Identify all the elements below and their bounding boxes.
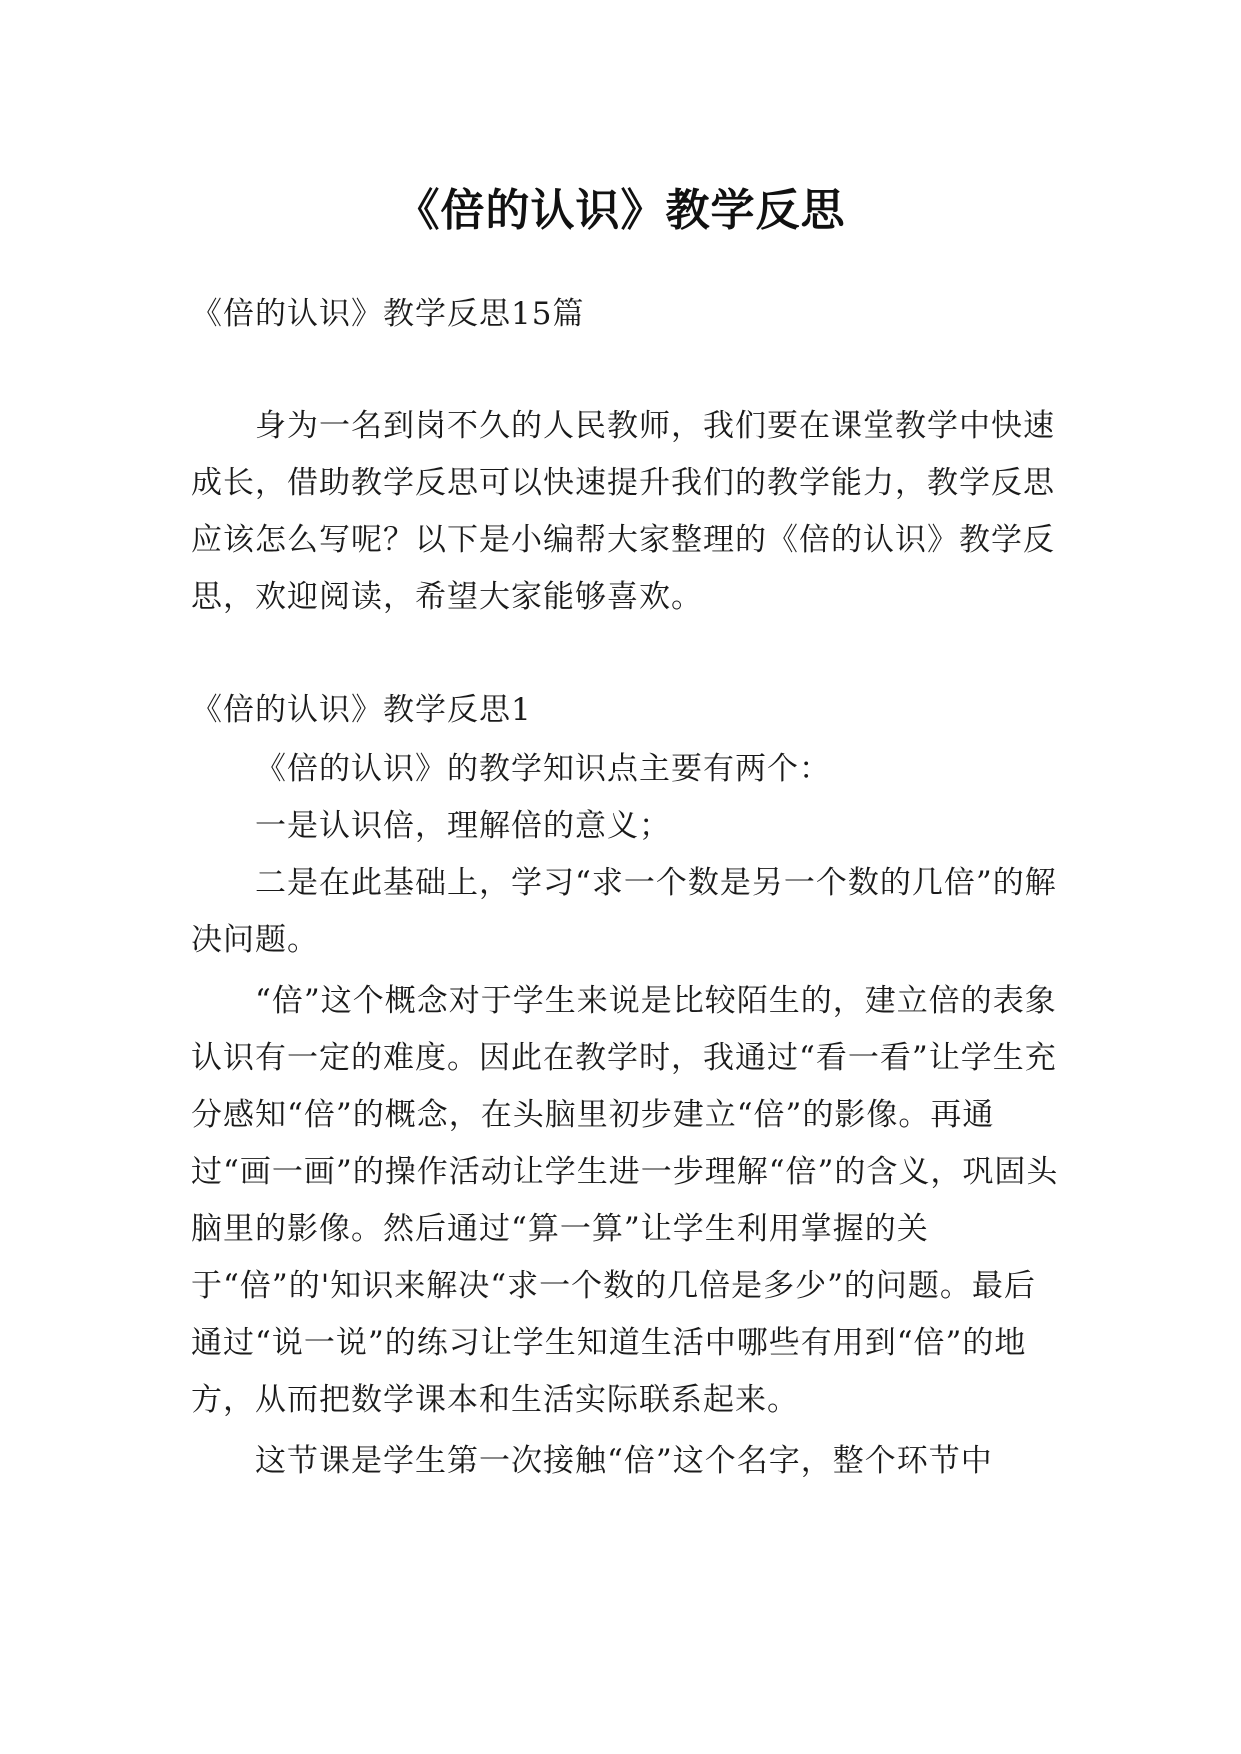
body-paragraph: 这节课是学生第一次接触“倍”这个名字，整个环节中 bbox=[255, 1443, 993, 1479]
document-subtitle: 《倍的认识》教学反思15篇 bbox=[191, 296, 585, 332]
body-paragraph: “倍”这个概念对于学生来说是比较陌生的，建立倍的表象认识有一定的难度。因此在教学时，我通过“看一看”让学生充分感知“倍”的概念，在头脑里初步建立“倍”的影像。再通过“画一画”的操作活动让学生进一步理解“倍”的含义，巩固头脑里的影像。然后通过“算一算”让学生利用掌握的关于“倍”的'知识来解决“求一个数的几倍是多少”的问题。最后通过“说一说”的练习让学生知道生活中哪些有用到“倍”的地方，从而把数学课本和生活实际联系起来。 bbox=[191, 983, 1059, 1418]
intro-paragraph: 身为一名到岗不久的人民教师，我们要在课堂教学中快速成长，借助教学反思可以快速提升我们的教学能力，教学反思应该怎么写呢？以下是小编帮大家整理的《倍的认识》教学反思，欢迎阅读，希望大家能够喜欢。 bbox=[191, 408, 1055, 615]
section-heading: 《倍的认识》教学反思1 bbox=[191, 692, 532, 728]
body-paragraph: 《倍的认识》的教学知识点主要有两个： bbox=[255, 751, 831, 787]
body-paragraph: 二是在此基础上，学习“求一个数是另一个数的几倍”的解决问题。 bbox=[191, 865, 1057, 958]
body-paragraph: 一是认识倍，理解倍的意义； bbox=[255, 808, 671, 844]
document-body bbox=[191, 286, 1063, 1490]
page-title: 《倍的认识》教学反思 bbox=[395, 185, 846, 237]
